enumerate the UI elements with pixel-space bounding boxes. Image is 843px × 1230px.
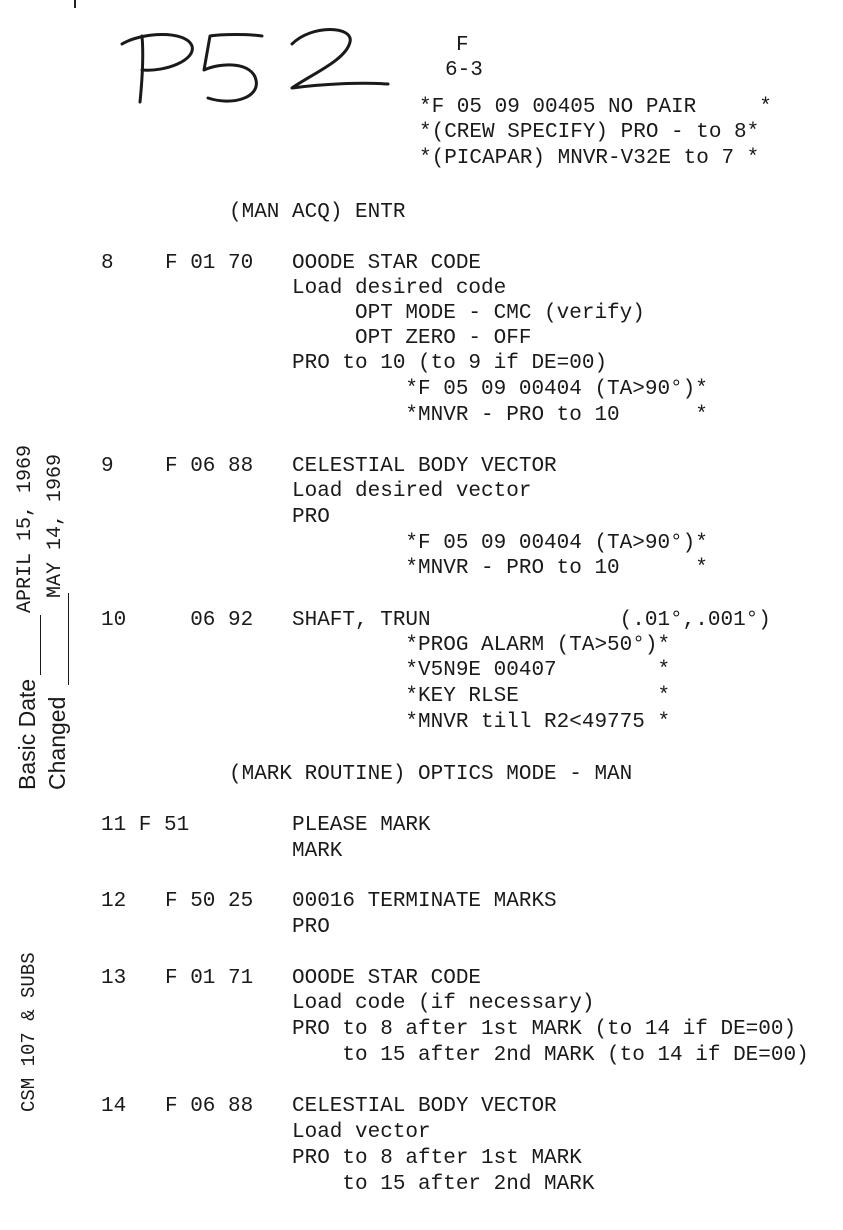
document-id: CSM 107 & SUBS <box>18 952 40 1112</box>
handwritten-title-p52 <box>112 18 397 118</box>
step-line: CELESTIAL BODY VECTOR <box>292 455 557 478</box>
display-code: 06 92 <box>165 609 254 632</box>
step-line: *KEY RLSE * <box>292 685 671 708</box>
step-number: 9 <box>101 455 114 478</box>
step-line: PRO to 10 (to 9 if DE=00) <box>292 352 608 375</box>
step-line: *PROG ALARM (TA>50°)* <box>292 634 671 657</box>
revision-letter: F <box>456 34 469 57</box>
scan-tick-mark <box>74 0 76 8</box>
changed-date-underline <box>68 593 69 685</box>
step-line: *MNVR - PRO to 10 * <box>292 557 708 580</box>
changed-date-value: MAY 14, 1969 <box>44 453 67 598</box>
step-line: SHAFT, TRUN (.01°,.001°) <box>292 609 771 632</box>
display-code: F 01 71 <box>165 967 254 990</box>
step-line: MARK <box>292 840 343 863</box>
mark-routine-line: (MARK ROUTINE) OPTICS MODE - MAN <box>229 763 633 786</box>
step-line: OPT MODE - CMC (verify) <box>292 302 645 325</box>
step-line: to 15 after 2nd MARK (to 14 if DE=00) <box>292 1044 809 1067</box>
step-line: CELESTIAL BODY VECTOR <box>292 1095 557 1118</box>
display-code: F 50 25 <box>165 890 254 913</box>
step-number: 11 F 51 <box>101 814 190 837</box>
step-number: 8 <box>101 252 114 275</box>
changed-label: Changed <box>44 696 70 790</box>
step-line: Load vector <box>292 1121 431 1144</box>
basic-date-label: Basic Date <box>14 678 40 790</box>
step-line: Load desired code <box>292 277 507 300</box>
step-line: PLEASE MARK <box>292 814 431 837</box>
step-line: 00016 TERMINATE MARKS <box>292 890 557 913</box>
step-line: *V5N9E 00407 * <box>292 659 671 682</box>
step-line: *F 05 09 00404 (TA>90°)* <box>292 532 708 555</box>
header-note-3: *(PICAPAR) MNVR-V32E to 7 * <box>419 147 760 170</box>
step-line: Load desired vector <box>292 480 532 503</box>
step-line: *F 05 09 00404 (TA>90°)* <box>292 378 708 401</box>
step-number: 13 <box>101 967 127 990</box>
header-note-1: *F 05 09 00405 NO PAIR * <box>419 96 772 119</box>
step-line: *MNVR till R2<49775 * <box>292 711 671 734</box>
step-line: OPT ZERO - OFF <box>292 327 532 350</box>
step-line: *MNVR - PRO to 10 * <box>292 404 708 427</box>
basic-date-value: APRIL 15, 1969 <box>14 444 37 613</box>
header-note-2: *(CREW SPECIFY) PRO - to 8* <box>419 121 760 144</box>
step-line: PRO <box>292 506 330 529</box>
step-line: PRO to 8 after 1st MARK (to 14 if DE=00) <box>292 1018 797 1041</box>
step-line: Load code (if necessary) <box>292 992 595 1015</box>
step-number: 12 <box>101 890 127 913</box>
step-number: 14 <box>101 1095 127 1118</box>
step-line: OOODE STAR CODE <box>292 252 482 275</box>
step-line: OOODE STAR CODE <box>292 967 482 990</box>
step-line: PRO to 8 after 1st MARK <box>292 1147 582 1170</box>
basic-date-underline <box>40 615 41 675</box>
step-line: to 15 after 2nd MARK <box>292 1173 595 1196</box>
page-number: 6-3 <box>445 59 483 82</box>
display-code: F 06 88 <box>165 1095 254 1118</box>
display-code: F 01 70 <box>165 252 254 275</box>
man-acq-line: (MAN ACQ) ENTR <box>229 201 406 224</box>
step-number: 10 <box>101 609 127 632</box>
display-code: F 06 88 <box>165 455 254 478</box>
step-line: PRO <box>292 916 330 939</box>
